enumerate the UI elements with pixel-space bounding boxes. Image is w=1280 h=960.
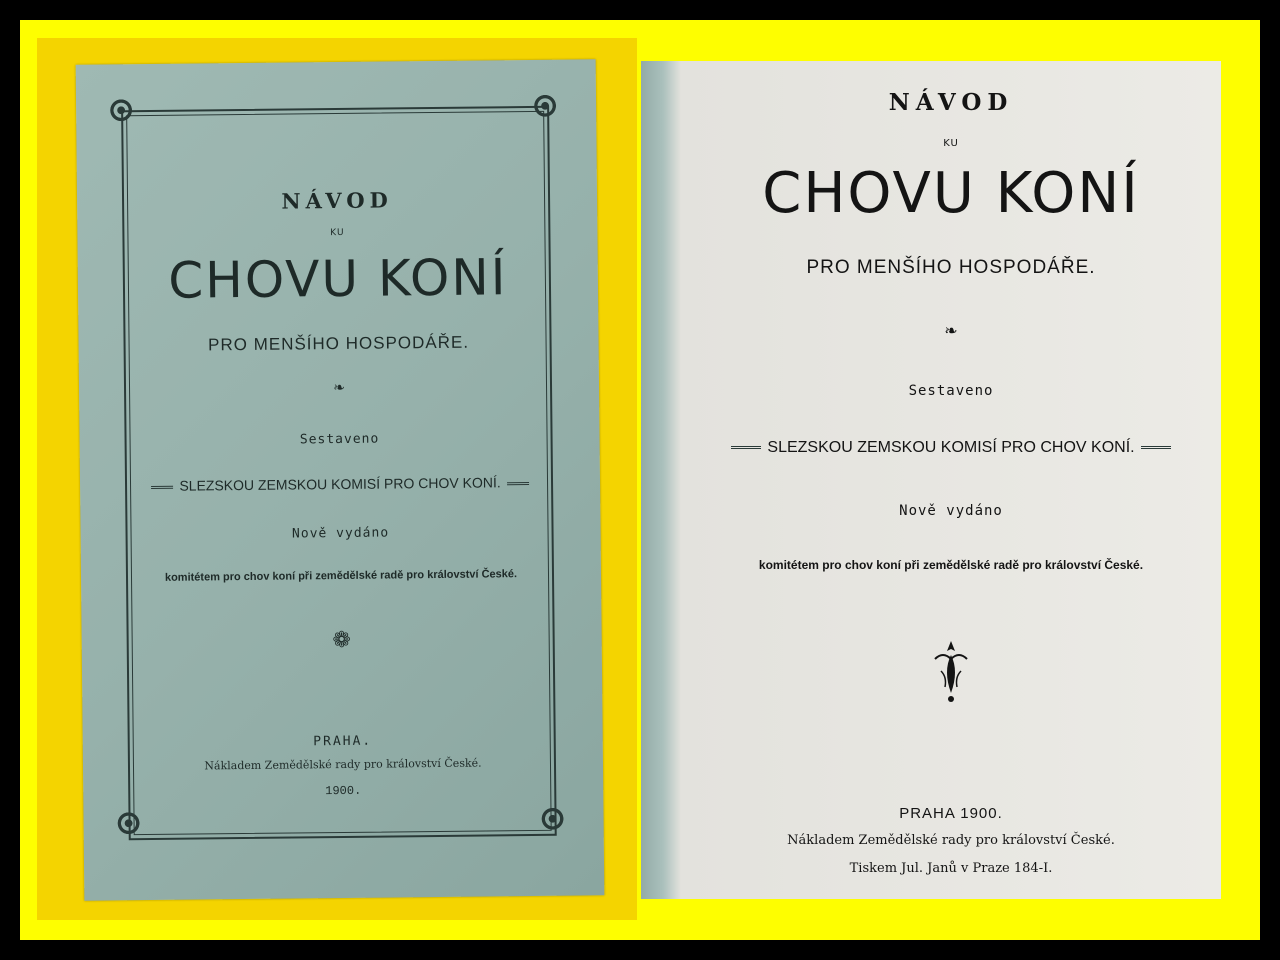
cover-border bbox=[121, 106, 557, 840]
corner-ornament-icon bbox=[108, 97, 134, 123]
page-nove-vydano: Nově vydáno bbox=[899, 503, 1003, 519]
double-rule bbox=[507, 482, 529, 485]
page-komitet: komitétem pro chov koní při zemědělské radě pro království České. bbox=[758, 558, 1144, 572]
page-title-ku: KU bbox=[943, 138, 959, 149]
page-title-navod: NÁVOD bbox=[888, 89, 1014, 116]
page-printer: Tiskem Jul. Janů v Praze 184-I. bbox=[849, 861, 1053, 876]
cover-komitet: komitétem pro chov koní při zemědělské radě pro království České. bbox=[164, 568, 518, 584]
cover-sestaveno: Sestaveno bbox=[299, 431, 380, 448]
cover-year: 1900. bbox=[325, 783, 362, 799]
fleuron-ornament-icon bbox=[681, 637, 1221, 711]
page-city-year: PRAHA 1900. bbox=[899, 805, 1003, 822]
cover-publisher: Nákladem Zemědělské rady pro království České. bbox=[204, 756, 482, 773]
page-title-main: CHOVU KONÍ bbox=[762, 161, 1140, 226]
page-sestaveno: Sestaveno bbox=[908, 383, 994, 399]
page-subtitle: PRO MENŠÍHO HOSPODÁŘE. bbox=[806, 257, 1096, 278]
floral-ornament-icon: ❁ bbox=[332, 627, 352, 654]
cover-title-navod: NÁVOD bbox=[281, 187, 393, 214]
cover-komise: SLEZSKOU ZEMSKOU KOMISÍ PRO CHOV KONÍ. bbox=[80, 473, 600, 494]
cover-subtitle: PRO MENŠÍHO HOSPODÁŘE. bbox=[207, 332, 470, 355]
cover-nove-vydano: Nově vydáno bbox=[291, 525, 390, 542]
corner-ornament-icon bbox=[115, 810, 141, 836]
page-komise: SLEZSKOU ZEMSKOU KOMISÍ PRO CHOV KONÍ. bbox=[681, 439, 1221, 457]
corner-ornament-icon bbox=[539, 806, 565, 832]
double-rule bbox=[731, 446, 761, 449]
title-page bbox=[641, 61, 1221, 899]
page-publisher: Nákladem Zemědělské rady pro království České. bbox=[787, 833, 1115, 848]
double-rule bbox=[1141, 446, 1171, 449]
double-rule bbox=[151, 486, 173, 489]
cover-title-ku: KU bbox=[330, 227, 345, 239]
booklet-cover bbox=[76, 59, 605, 900]
cover-city: PRAHA. bbox=[313, 733, 373, 750]
cover-title-main: CHOVU KONÍ bbox=[167, 248, 508, 310]
small-flourish-icon: ❧ bbox=[944, 321, 958, 340]
corner-ornament-icon bbox=[532, 93, 558, 119]
small-flourish-icon: ❧ bbox=[333, 379, 345, 397]
